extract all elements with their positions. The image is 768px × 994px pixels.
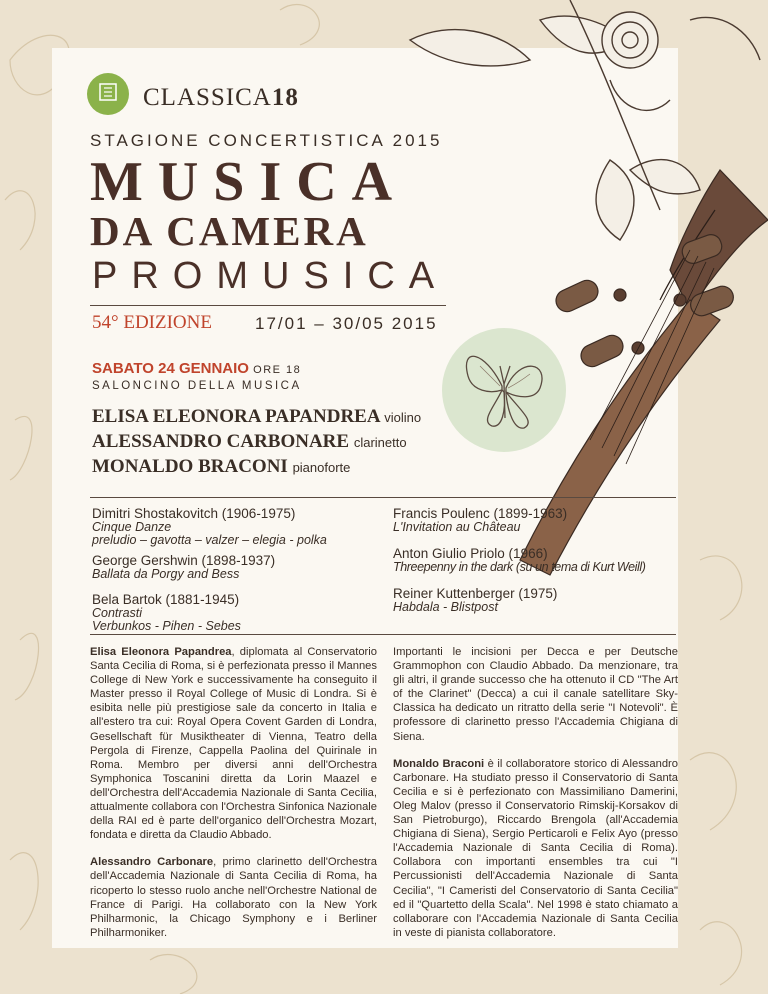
composer: Bela Bartok (1881-1945) xyxy=(92,592,240,607)
composer: Dimitri Shostakovitch (1906-1975) xyxy=(92,506,296,521)
event-venue: SALONCINO DELLA MUSICA xyxy=(92,380,302,392)
composer: Reiner Kuttenberger (1975) xyxy=(393,586,558,601)
season-dates: 17/01 – 30/05 2015 xyxy=(255,314,438,333)
work-title: Threepenny in the dark (su un tema di Kurt Weill) xyxy=(393,560,646,574)
title-promusica: PROMUSICA xyxy=(92,255,449,297)
bio-left-column xyxy=(90,645,377,940)
performer-carbonare: ALESSANDRO CARBONARE clarinetto xyxy=(92,431,407,452)
title-da-camera: DA CAMERA xyxy=(90,208,369,254)
composer: Francis Poulenc (1899-1963) xyxy=(393,506,568,521)
work-title: Cinque Danze xyxy=(92,520,172,534)
event-date: SABATO 24 GENNAIO ORE 18 xyxy=(92,360,302,377)
bio-carbonare-continued: Importanti le incisioni per Decca e per Deutsche Grammophon con Claudio Abbado. Da menzionare, tra gli altri, il grande successo che ha ottenuto il CD "The Art of the Clarinet" (Decca) a cui il canale satellitare Sky-Classica ha dedicato un ritratto della serie "I Notevoli". È professore di clarinetto presso l'Accademia Chigiana di Siena. xyxy=(393,646,678,743)
composer: George Gershwin (1898-1937) xyxy=(92,553,276,568)
title-musica: MUSICA xyxy=(90,151,408,213)
edition-label: 54° EDIZIONE xyxy=(92,312,212,333)
work-title: L'Invitation au Château xyxy=(393,520,521,534)
divider xyxy=(90,305,446,306)
work-subtitle: Verbunkos - Pihen - Sebes xyxy=(92,619,241,633)
performer-braconi: MONALDO BRACONI pianoforte xyxy=(92,456,351,477)
bio-right-column xyxy=(393,645,678,940)
divider xyxy=(90,634,676,635)
work-title: Habdala - Blistpost xyxy=(393,600,498,614)
divider xyxy=(90,497,676,498)
composer: Anton Giulio Priolo (1966) xyxy=(393,546,548,561)
brand-name: CLASSICA18 xyxy=(143,84,299,111)
performer-papandrea: ELISA ELEONORA PAPANDREA violino xyxy=(92,406,422,427)
bio-braconi: Monaldo Braconi è il collaboratore storico di Alessandro Carbonare. Ha studiato presso il Conservatorio di Santa Cecilia e si è perfezionato con Massimiliano Damerini, Oleg Malov (presso il Conservatorio Rimskij-Korsakov di San Pietroburgo), Riccardo Brengola (all'Accademia Chigiana di Siena), Sergio Perticaroli e Felix Ayo (presso l'Accademia Nazionale di Santa Cecilia di Roma). Collabora con importanti ensembles tra cui "I Percussionisti dell'Accademia Nazionale di Santa Cecilia", "I Cameristi del Conservatorio di Santa Cecilia" ed il "Quartetto della Scala". Nel 1998 è stato chiamato a collaborare con l'Accademia Nazionale di Santa Cecilia in veste di pianista collaboratore. xyxy=(393,757,679,939)
classica-logo-icon xyxy=(86,72,130,116)
work-subtitle: preludio – gavotta – valzer – elegia - polka xyxy=(92,533,327,547)
work-title: Ballata da Porgy and Bess xyxy=(92,567,240,581)
program-right xyxy=(393,506,678,614)
work-title: Contrasti xyxy=(92,606,143,620)
program-left xyxy=(92,506,382,633)
season-label: STAGIONE CONCERTISTICA 2015 xyxy=(90,131,443,150)
bio-carbonare: Alessandro Carbonare, primo clarinetto dell'Orchestra dell'Accademia Nazionale di Santa Cecilia di Roma, ha ricoperto lo stesso ruolo anche nell'Orchestre National de France di Parigi. Ha collaborato con la New York Philharmonic, la Chicago Symphony e i Berliner Philharmoniker. xyxy=(90,856,378,939)
bio-papandrea: Elisa Eleonora Papandrea, diplomata al Conservatorio Santa Cecilia di Roma, si è perfezionata presso il Mannes College di New York e successivamente ha conseguito il Master presso il Royal College of Music di Londra. Si è esibita nelle più prestigiose sale da concerto in Italia e all'estero tra cui: Royal Opera Covent Garden di Londra, Gesellschaft für Musiktheater di Vienna, Teatro della Pergola di Firenze, Cappella Paolina del Quirinale in Roma. Membro per diversi anni dell'Orchestra Symphonica Toscanini diretta da Lorin Maazel e dell'Orchestra dell'Accademia Nazionale di Santa Cecilia, attualmente collabora con l'Orchestra Sinfonica Nazionale della RAI ed è parte dell'organico dell'Orchestra Mozart, fondata e diretta da Claudio Abbado. xyxy=(90,646,377,842)
